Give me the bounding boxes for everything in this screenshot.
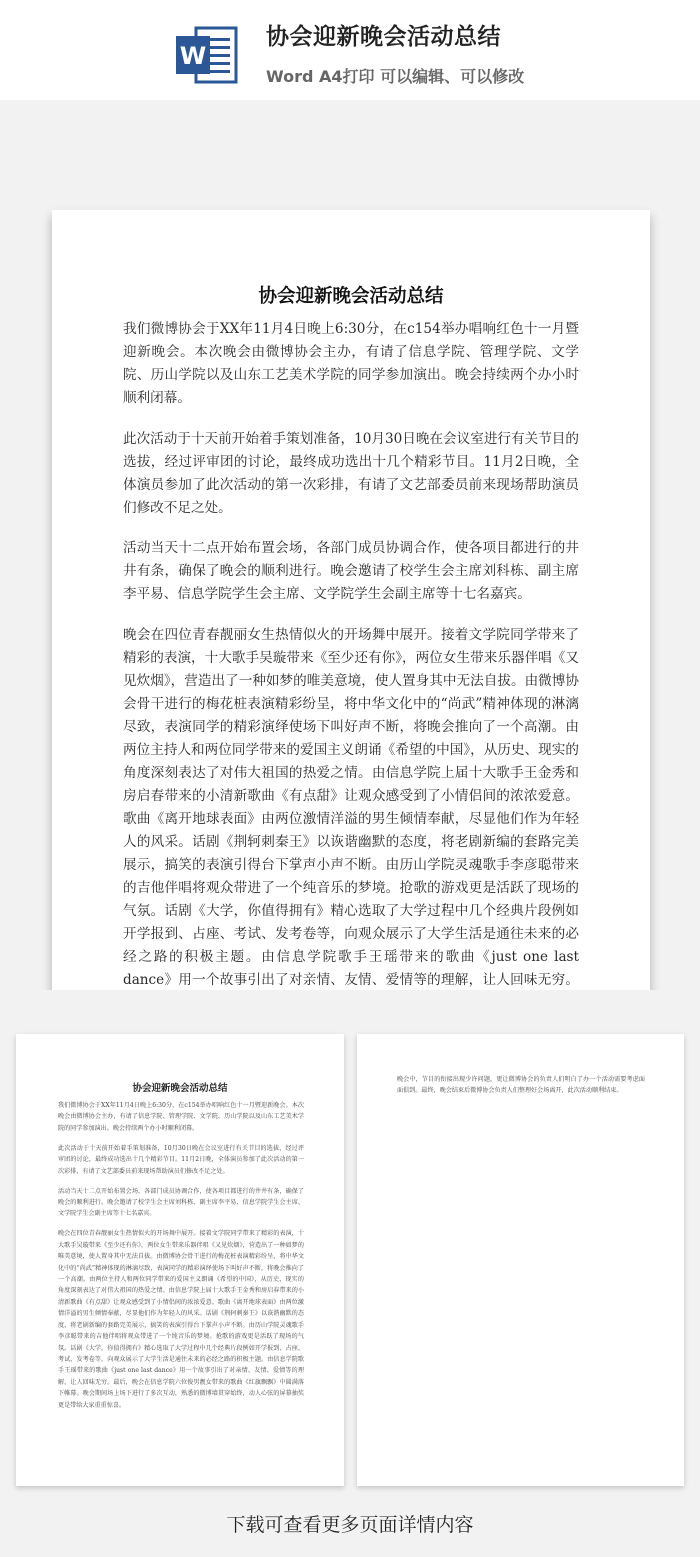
thumbnail-paragraph: 此次活动于十天前开始着手策划准备，10月30日晚在会议室进行有关节目的选拔，经过评审团的讨论，最终成功选出十几个精彩节目。11月2日晚，全体演员参加了此次活动的第一次彩排，有请了文艺部委员前来现场帮助演员们修改不足之处。 <box>58 1144 304 1175</box>
thumbnail-page-1[interactable] <box>16 1034 344 1486</box>
paragraph-1: 我们微博协会于XX年11月4日晚上6:30分，在c154举办唱响红色十一月暨迎新晚会。本次晚会由微博协会主办，有请了信息学院、管理学院、文学院、历山学院以及山东工艺美术学院的同学参加演出。晚会持续两个办小时顺利闭幕。 <box>123 321 579 406</box>
thumbnail-area <box>0 990 700 1510</box>
document-title: 协会迎新晚会活动总结 <box>258 286 444 307</box>
paragraph-3: 活动当天十二点开始布置会场，各部门成员协调合作，使各项目都进行的井井有条，确保了晚会的顺利进行。晚会邀请了校学生会主席刘科栋、副主席李平易、信息学院学生会主席、文学院学生会副主席等十七名嘉宾。 <box>123 540 579 602</box>
header-subtitle: Word A4打印 可以编辑、可以修改 <box>266 67 525 86</box>
download-more-link[interactable]: 下载可查看更多页面详情内容 <box>226 1514 474 1536</box>
thumbnail-title: 协会迎新晚会活动总结 <box>132 1083 228 1094</box>
paragraph-4: 晚会在四位青春靓丽女生热情似火的开场舞中展开。接着文学院同学带来了精彩的表演，十大歌手吴璇带来《至少还有你》，两位女生带来乐器伴唱《又见炊烟》，营造出了一种如梦的唯美意境，使人置身其中无法自拔。由微博协会骨干进行的梅花桩表演精彩纷呈，将中华文化中的“尚武”精神体现的淋漓尽致，表演同学的精彩演绎使场下叫好声不断，将晚会推向了一个高潮。由两位主持人和两位同学带来的爱国主义朗诵《希望的中国》，从历史、现实的角度深刻表达了对伟大祖国的热爱之情。由信息学院上届十大歌手王金秀和房启春带来的小清新歌曲《有点甜》让观众感受到了小情侣间的浓浓爱意。歌曲《离开地球表面》由两位激情洋溢的男生倾情奉献，尽显他们作为年轻人的风采。话剧《荆轲刺秦王》以诙谐幽默的态度，将老剧新编的套路完美展示，搞笑的表演引得台下掌声小声不断。由历山学院灵魂歌手李彦聪带来的吉他伴唱将观众带进了一个纯音乐的梦境。抢歌的游戏更是活跃了现场的气氛。话剧《大学，你值得拥有》精心选取了大学过程中几个经典片段例如开学报到、占座、考试、发考卷等，向观众展示了大学生活是通往未来的必经之路的积极主题。由信息学院歌手王瑶带来的歌曲《just one last dance》用一个故事引出了对亲情、友情、爱情等的理解，让人回味无穷。 <box>123 626 579 988</box>
thumbnail-paragraph: 活动当天十二点开始布置会场，各部门成员协调合作，使各项目都进行的井井有条，确保了晚会的顺利进行。晚会邀请了校学生会主席刘科栋、副主席李平易、信息学院学生会主席、文学院学生会副主席等十七名嘉宾。 <box>58 1187 304 1218</box>
footer <box>0 1510 700 1557</box>
document-page-preview <box>52 210 650 1054</box>
thumbnail-page-2[interactable] <box>357 1034 684 1486</box>
header <box>0 0 700 100</box>
thumbnail-paragraph: 晚会在四位青春靓丽女生热情似火的开场舞中展开。接着文学院同学带来了精彩的表演，十大歌手吴璇带来《至少还有你》，两位女生带来乐器伴唱《又见炊烟》，营造出了一种如梦的唯美意境，使人置身其中无法自拔。由微博协会骨干进行的梅花桩表演精彩纷呈，将中华文化中的“尚武”精神体现的淋漓尽致，表演同学的精彩演绎使场下叫好声不断，将晚会推向了一个高潮。由两位主持人和两位同学带来的爱国主义朗诵《希望的中国》，从历史、现实的角度深刻表达了对伟大祖国的热爱之情。由信息学院上届十大歌手王金秀和房启春带来的小清新歌曲《有点甜》让观众感受到了小情侣间的浓浓爱意。歌曲《离开地球表面》由两位激情洋溢的男生倾情奉献，尽显他们作为年轻人的风采。话剧《荆轲刺秦王》以诙谐幽默的态度，将老剧新编的套路完美展示，搞笑的表演引得台下掌声小声不断。由历山学院灵魂歌手李彦聪带来的吉他伴唱将观众带进了一个纯音乐的梦境。抢歌的游戏更是活跃了现场的气氛。话剧《大学，你值得拥有》精心选取了大学过程中几个经典片段例如开学报到、占座、考试、发考卷等，向观众展示了大学生活是通往未来的必经之路的积极主题。由信息学院歌手王瑶带来的歌曲《just one last dance》用一个故事引出了对亲情、友情、爱情等的理解，让人回味无穷。最后，晚会在信息学院六位俊男靓女带来的歌曲《红旗飘飘》中圆满落下帷幕。晚会期间场上场下进行了多次互动，熟悉的微博墙贯穿始终，动人心弦的屏幕抽奖更是带给大家重重惊喜。 <box>58 1230 304 1409</box>
header-title: 协会迎新晚会活动总结 <box>266 24 501 50</box>
word-icon <box>174 22 240 88</box>
document-body <box>123 318 579 1078</box>
main-preview-area <box>0 100 700 990</box>
thumbnail-paragraph: 我们微博协会于XX年11月4日晚上6:30分，在c154举办唱响红色十一月暨迎新晚会。本次晚会由微博协会主办，有请了信息学院、管理学院、文学院、历山学院以及山东工艺美术学院的同学参加演出。晚会持续两个办小时顺利闭幕。 <box>58 1102 304 1132</box>
thumbnail-body <box>58 1100 304 1420</box>
thumbnail-body <box>397 1074 645 1105</box>
paragraph-2: 此次活动于十天前开始着手策划准备，10月30日晚在会议室进行有关节目的选拔，经过评审团的讨论，最终成功选出十几个精彩节目。11月2日晚，全体演员参加了此次活动的第一次彩排，有请了文艺部委员前来现场帮助演员们修改不足之处。 <box>123 430 579 516</box>
thumbnail-paragraph: 晚会中，节目的衔接出现少许问题，更让微博协会的负责人们明白了办一个活动需要考虑面面俱到。最终，晚会结束后微博协会负责人们整理好会场离开，此次活动顺利结束。 <box>397 1076 645 1095</box>
svg-text:W: W <box>179 42 207 70</box>
